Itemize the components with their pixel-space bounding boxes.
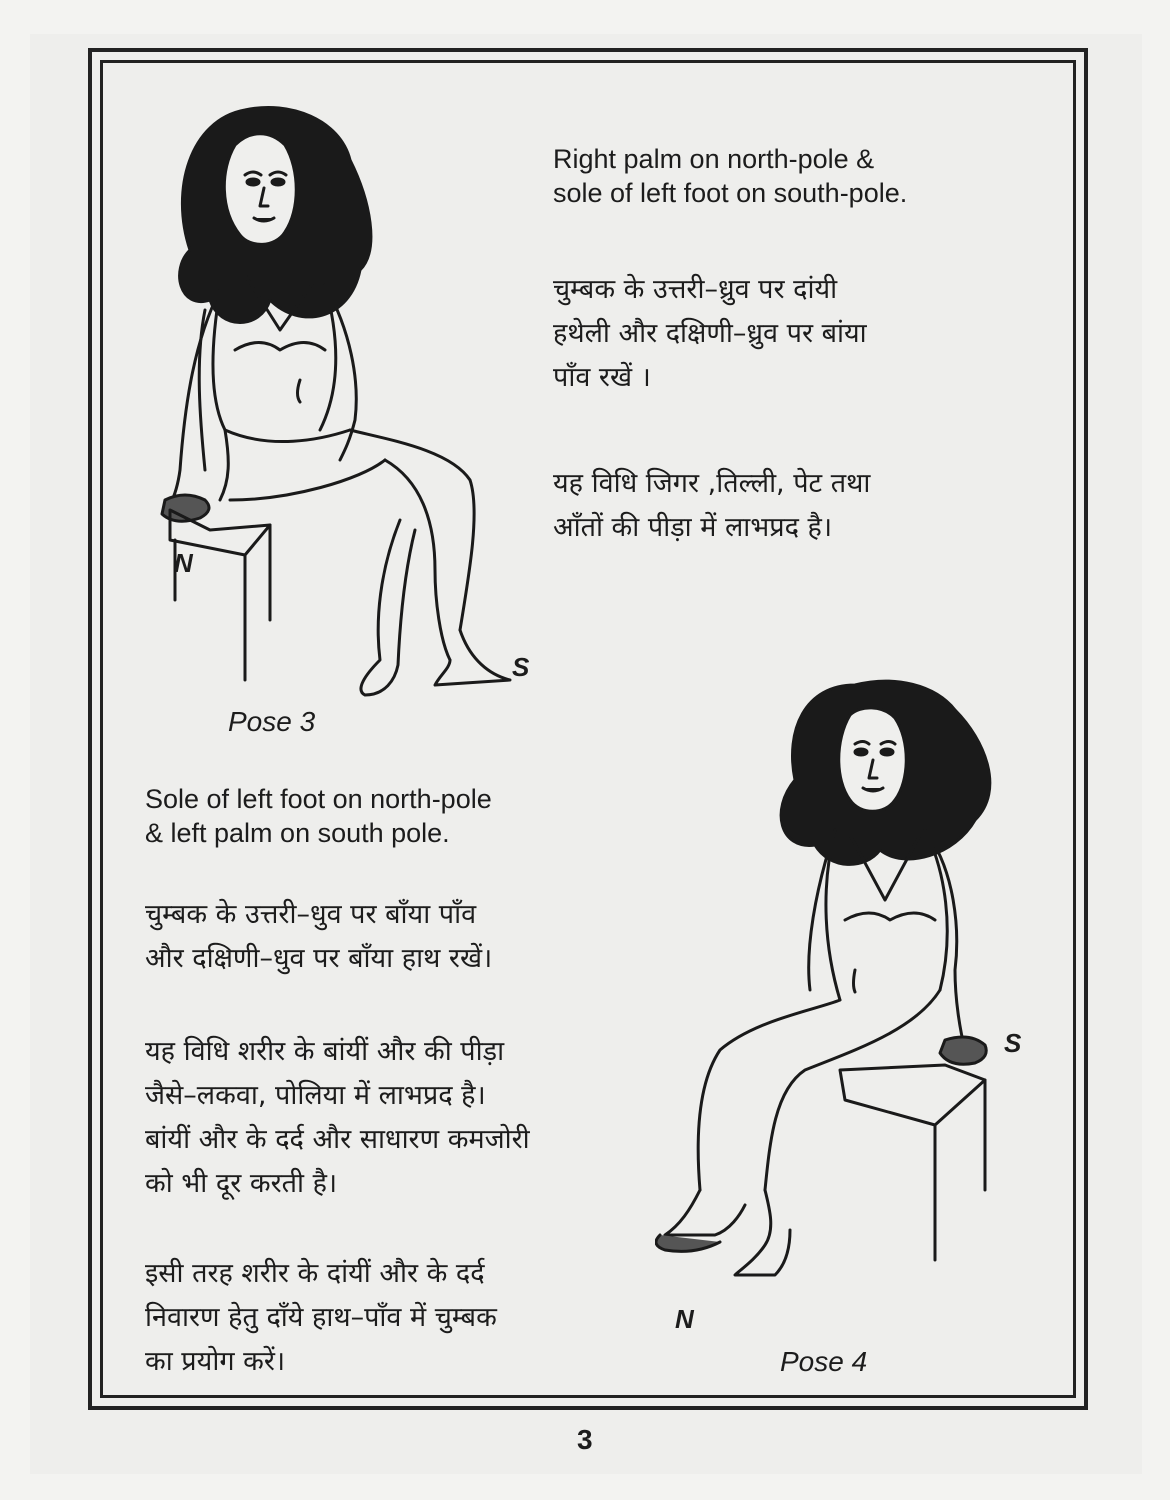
pose-4-hindi-benefit: यह विधि शरीर के बांयीं और की पीड़ा जैसे–लकवा, पोलिया में लाभप्रद है। बांयीं और के दर्द और साधारण कमजोरी को भी दूर करती है। (145, 1036, 530, 1199)
pose-3-caption: Pose 3 (228, 706, 316, 737)
pose-3-english-instruction: Right palm on north-pole & sole of left foot on south-pole. (553, 144, 908, 208)
pose-3-north-label: N (174, 548, 193, 578)
pose-3-hindi-instruction: चुम्बक के उत्तरी–ध्रुव पर दांयी हथेली और दक्षिणी–ध्रुव पर बांया पाँव रखें । (553, 274, 867, 393)
pose-3-south-label: S (512, 652, 530, 682)
pose-3-illustration (150, 100, 530, 710)
page-number: 3 (577, 1424, 593, 1455)
pose-4-south-label: S (1004, 1028, 1022, 1058)
pose-4-caption: Pose 4 (780, 1346, 868, 1377)
pose-4-hindi-instruction: चुम्बक के उत्तरी–धुव पर बाँया पाँव और दक्षिणी–धुव पर बाँया हाथ रखें। (145, 899, 493, 974)
pose-4-north-label: N (675, 1304, 694, 1334)
pose-3-hindi-benefit: यह विधि जिगर ,तिल्ली, पेट तथा आँतों की पीड़ा में लाभप्रद है। (553, 468, 871, 543)
pose-4-illustration (655, 670, 1025, 1310)
pose-4-english-instruction: Sole of left foot on north-pole & left palm on south pole. (145, 784, 492, 848)
pose-4-hindi-note: इसी तरह शरीर के दांयीं और के दर्द निवारण हेतु दाँये हाथ–पाँव में चुम्बक का प्रयोग करें। (145, 1258, 497, 1377)
